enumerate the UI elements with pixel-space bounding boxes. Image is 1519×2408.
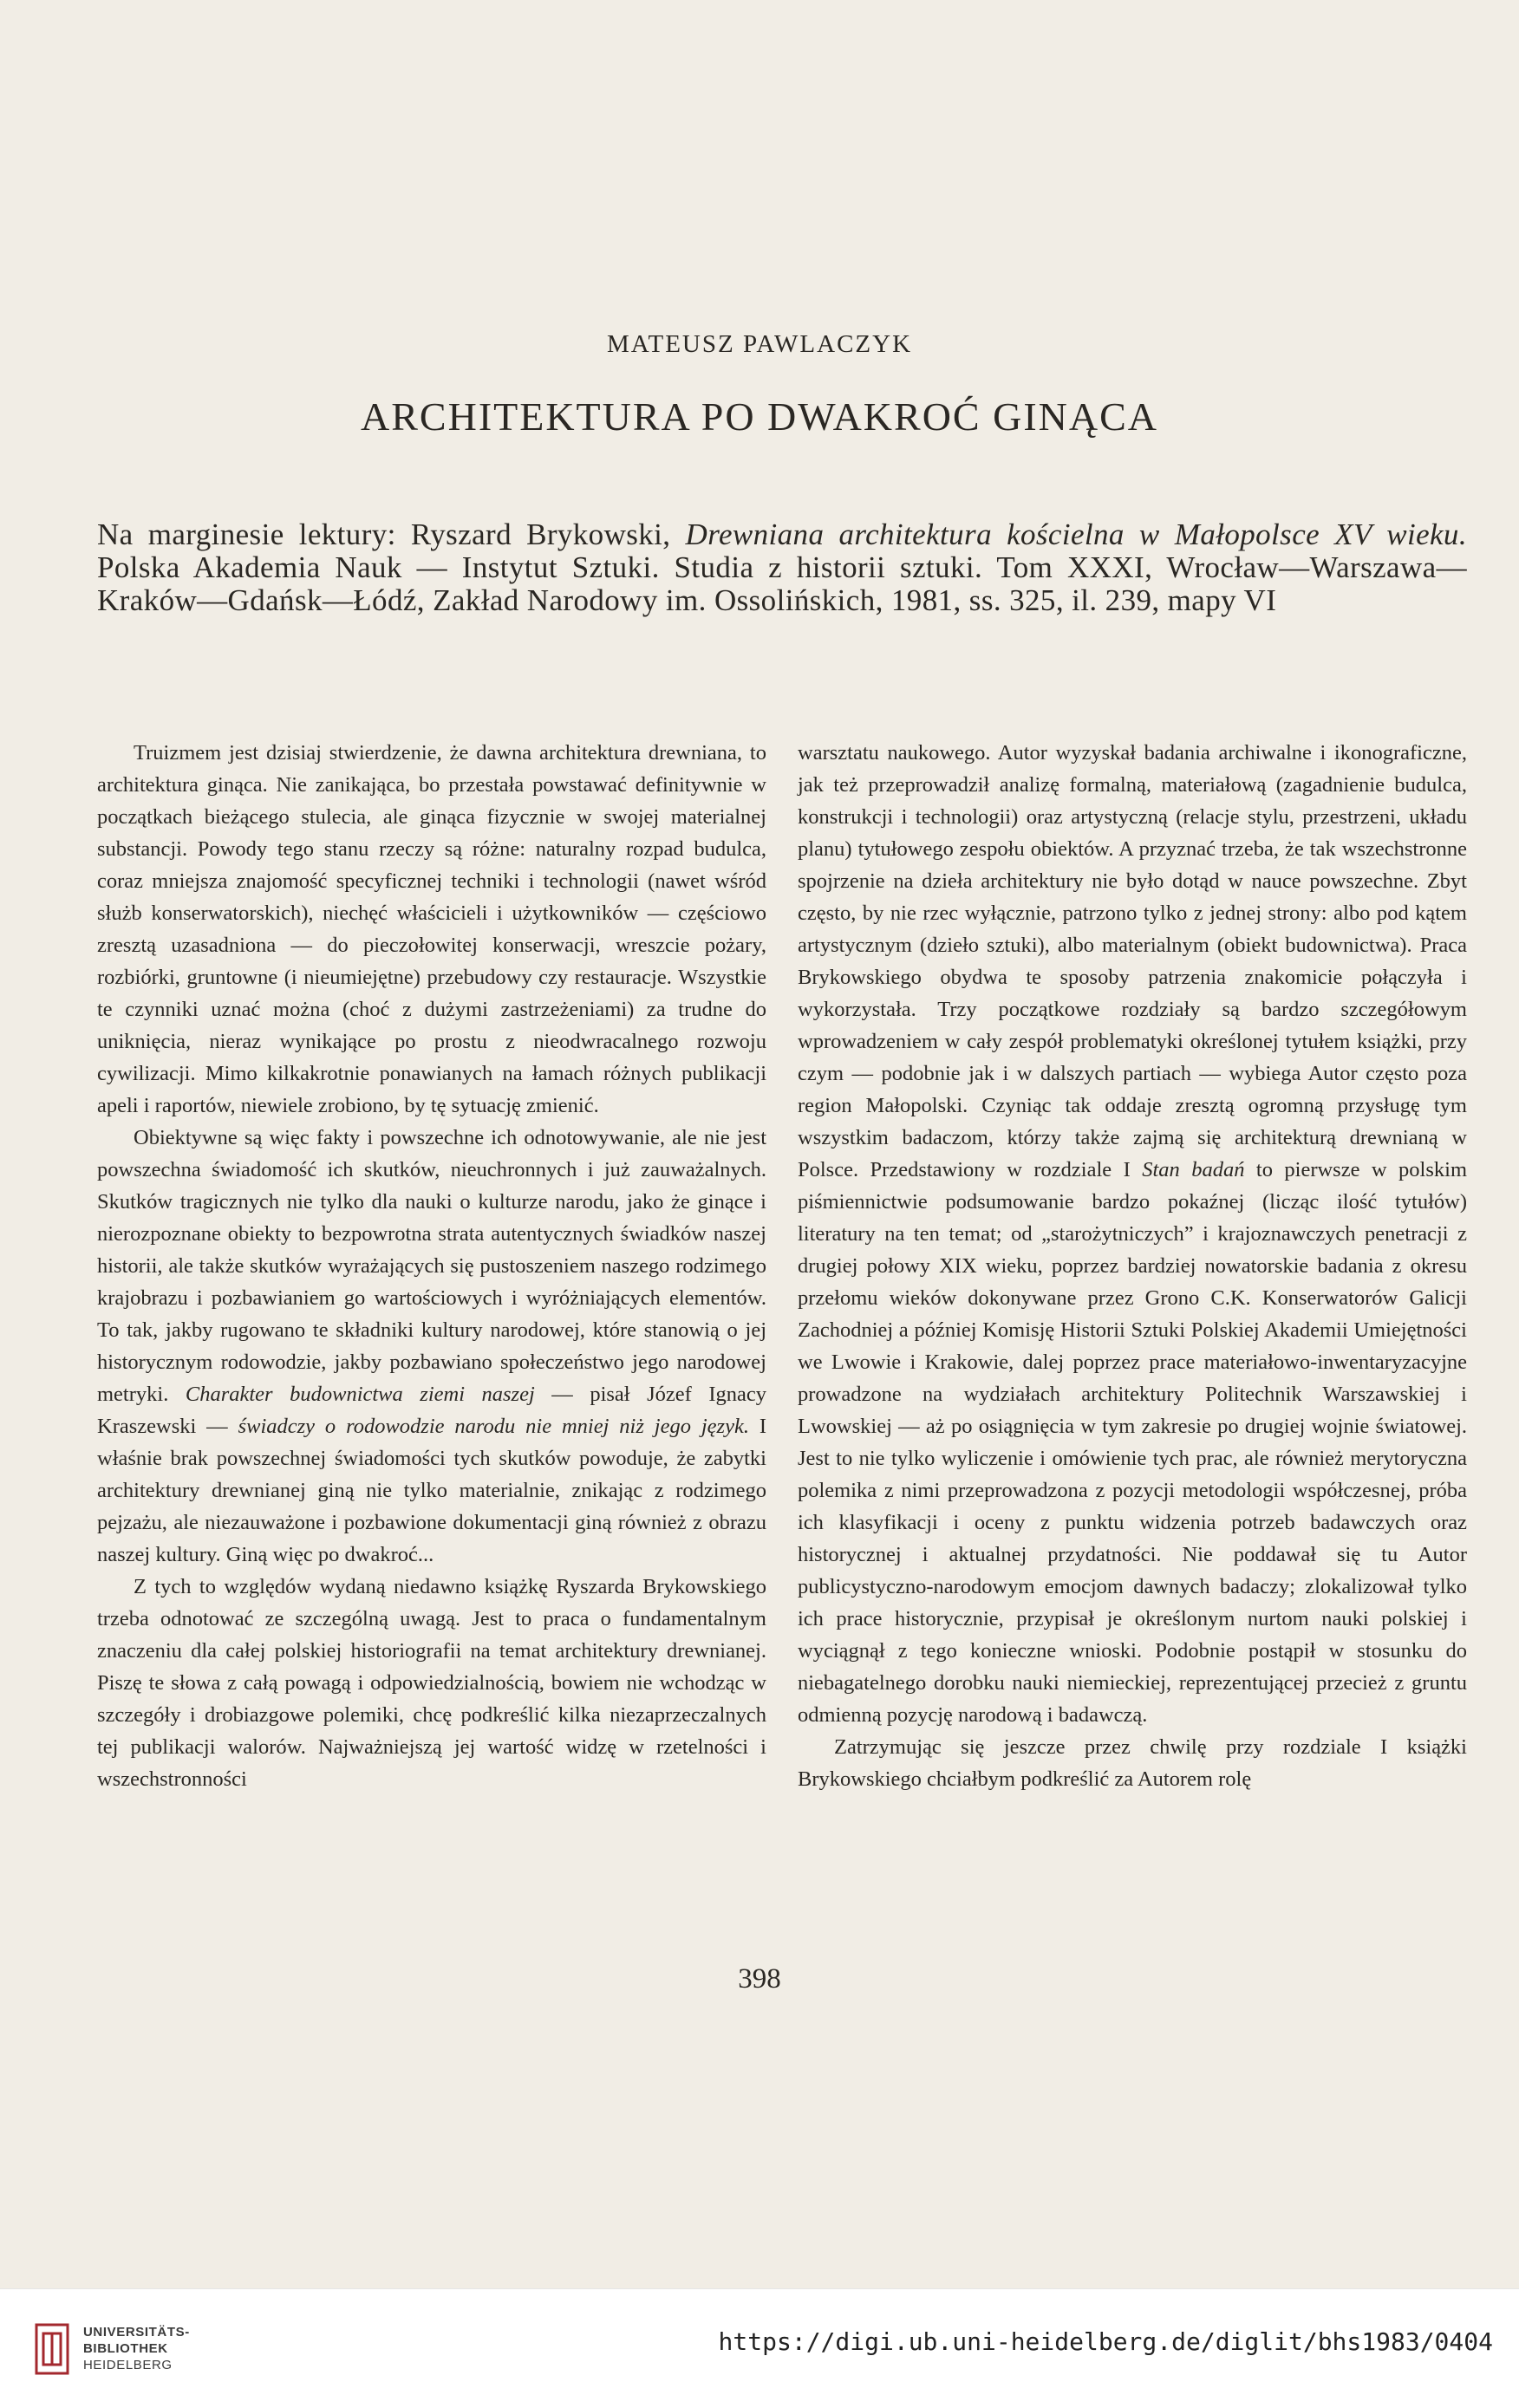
article-author: MATEUSZ PAWLACZYK [606, 330, 913, 358]
left-column [97, 737, 766, 1795]
quote-text: Charakter budownictwa ziemi naszej [185, 1383, 535, 1406]
paragraph-text: to pierwsze w polskim piśmiennictwie podsumowanie bardzo pokaźnej (licząc ilość tytułów) literatury na ten temat; od „starożytniczych” i krajoznawczych penetracji z drugiej połowy XIX wieku, poprzez bardziej nowatorskie badania z okresu przełomu wieków dokonywane przez Grono C.K. Konserwatorów Galicji Zachodniej a później Komisję Historii Sztuki Polskiej Akademii Umiejętności we Lwowie i Krakowie, dalej poprzez prace materiałowo-inwentaryzacyjne prowadzone na wydziałach architektury Politechnik Warszawskiej i Lwowskiej — aż po osiągnięcia w tym zakresie po drugiej wojnie światowej. Jest to nie tylko wyliczenie i omówienie tych prac, ale również merytoryczna polemika z nimi przeprowadzona z pozycji metodologii współczesnej, próba ich klasyfikacji i oceny z punktu widzenia potrzeb badawczych oraz historycznej i aktualnej przydatności. Nie poddawał się tu Autor publicystyczno-narodowym emocjom dawnych badaczy; zlokalizował tylko ich prace historycznie, przypisał je określonym nurtom nauki polskiej i wyciągnął z tego konieczne wnioski. Podobnie postąpił w stosunku do niebagatelnego dorobku nauki niemieckiej, reprezentującej przecież z gruntu odmienną pozycję narodową i badawczą. [798, 1158, 1467, 1727]
paragraph [798, 737, 1467, 1731]
paragraph: Truizmem jest dzisiaj stwierdzenie, że dawna architektura drewniana, to architektura ginąca. Nie zanikająca, bo przestała powstawać definitywnie w początkach bieżącego stulecia, ale ginąca fizycznie w swojej materialnej substancji. Powody tego stanu rzeczy są różne: naturalny rozpad budulca, coraz mniejsza znajomość specyficznej techniki i technologii (nawet wśród służb konserwatorskich), niechęć właścicieli i użytkowników — częściowo zresztą uzasadniona — do pieczołowitej konserwacji, wreszcie pożary, rozbiórki, gruntowne (i nieumiejętne) przebudowy czy restauracje. Wszystkie te czynniki uznać można (choć z dużymi zastrzeżeniami) za trudne do uniknięcia, nieraz wynikające po prostu z nieodwracalnego rozwoju cywilizacji. Mimo kilkakrotnie ponawianych na łamach różnych publikacji apeli i raportów, niewiele zrobiono, by tę sytuację zmienić. [97, 741, 766, 1117]
text-columns [97, 737, 1467, 1795]
paragraph: Zatrzymując się jeszcze przez chwilę przy rozdziale I książki Brykowskiego chciałbym podkreślić za Autorem rolę [798, 1735, 1467, 1791]
logo-line: UNIVERSITÄTS- [83, 2325, 190, 2340]
article-title: ARCHITEKTURA PO DWAKROĆ GINĄCA [361, 394, 1158, 439]
biblio-book-title: Drewniana architektura kościelna w Małopolsce XV wieku. [685, 517, 1467, 551]
university-library-logo-icon [35, 2323, 69, 2375]
paragraph: Z tych to względów wydaną niedawno książkę Ryszarda Brykowskiego trzeba odnotować ze szczególną uwagą. Jest to praca o fundamentalnym znaczeniu dla całej polskiej historiografii na temat architektury drewnianej. Piszę te słowa z całą powagą i odpowiedzialnością, bowiem nie wchodząc w szczegóły i drobiazgowe polemiki, chcę podkreślić kilka niezaprzeczalnych tej publikacji walorów. Najważniejszą jej wartość widzę w rzetelności i wszechstronności [97, 1575, 766, 1791]
paragraph-text: warsztatu naukowego. Autor wyzyskał badania archiwalne i ikonograficzne, jak też przeprowadził analizę formalną, materiałową (zagadnienie budulca, konstrukcji i technologii) oraz artystyczną (relacje stylu, przestrzeni, układu planu) tytułowego zespołu obiektów. A przyznać trzeba, że tak wszechstronne spojrzenie na dzieła architektury nie było dotąd w nauce powszechne. Zbyt często, by nie rzec wyłącznie, patrzono tylko z jednej strony: albo pod kątem artystycznym (dzieło sztuki), albo materialnym (obiekt budownictwa). Praca Brykowskiego obydwa te sposoby patrzenia znakomicie połączyła i wykorzystała. Trzy początkowe rozdziały są bardzo szczegółowym wprowadzeniem w cały zespół problematyki określonej tytułem książki, przy czym — podobnie jak i w dalszych partiach — wybiega Autor często poza region Małopolski. Czyniąc tak oddaje zresztą ogromną przysługę tym wszystkim badaczom, którzy także zajmą się architekturą drewnianą w Polsce. Przedstawiony w rozdziale I [798, 741, 1467, 1181]
paragraph-text: — pisał Józef Ignacy Kraszewski — [97, 1383, 766, 1438]
library-name [83, 2324, 190, 2373]
logo-line: HEIDELBERG [83, 2358, 173, 2372]
chapter-title: Stan badań [1142, 1158, 1245, 1181]
bibliographic-note [97, 518, 1467, 617]
biblio-publication-details: Polska Akademia Nauk — Instytut Sztuki. Studia z historii sztuki. Tom XXXI, Wrocław—Warszawa—Kraków—Gdańsk—Łódź, Zakład Narodowy im. Ossolińskich, 1981, ss. 325, il. 239, mapy VI [97, 550, 1467, 617]
paragraph [97, 1122, 766, 1571]
permalink-url[interactable]: https://digi.ub.uni-heidelberg.de/diglit/bhs1983/0404 [718, 2327, 1493, 2356]
right-column [798, 737, 1467, 1795]
library-footer [0, 2288, 1519, 2408]
page-number: 398 [738, 1963, 781, 1995]
logo-line: BIBLIOTHEK [83, 2341, 168, 2356]
biblio-prefix: Na marginesie lektury: Ryszard Brykowski, [97, 517, 686, 551]
library-logo[interactable] [35, 2323, 190, 2375]
quote-text: świadczy o rodowodzie narodu nie mniej niż jego język. [238, 1415, 749, 1438]
paragraph-text: Obiektywne są więc fakty i powszechne ich odnotowywanie, ale nie jest powszechna świadomość ich skutków, nieuchronnych i już zauważalnych. Skutków tragicznych nie tylko dla nauki o kulturze narodu, jako że ginące i nierozpoznane obiekty to bezpowrotna strata autentycznych świadków naszej historii, ale także skutków wyrażających się pustoszeniem naszego rodzimego krajobrazu i pozbawianiem go wartościowych i wyróżniających elementów. To tak, jakby rugowano te składniki kultury narodowej, które stanowią o jej historycznym rodowodzie, jakby pozbawiano społeczeństwo jego narodowej metryki. [97, 1126, 766, 1406]
paragraph-text: I właśnie brak powszechnej świadomości tych skutków powoduje, że zabytki architektury drewnianej giną nie tylko materialnie, znikając z rodzimego pejzażu, ale niezauważone i pozbawione dokumentacji giną również z obrazu naszej kultury. Giną więc po dwakroć... [97, 1415, 767, 1566]
